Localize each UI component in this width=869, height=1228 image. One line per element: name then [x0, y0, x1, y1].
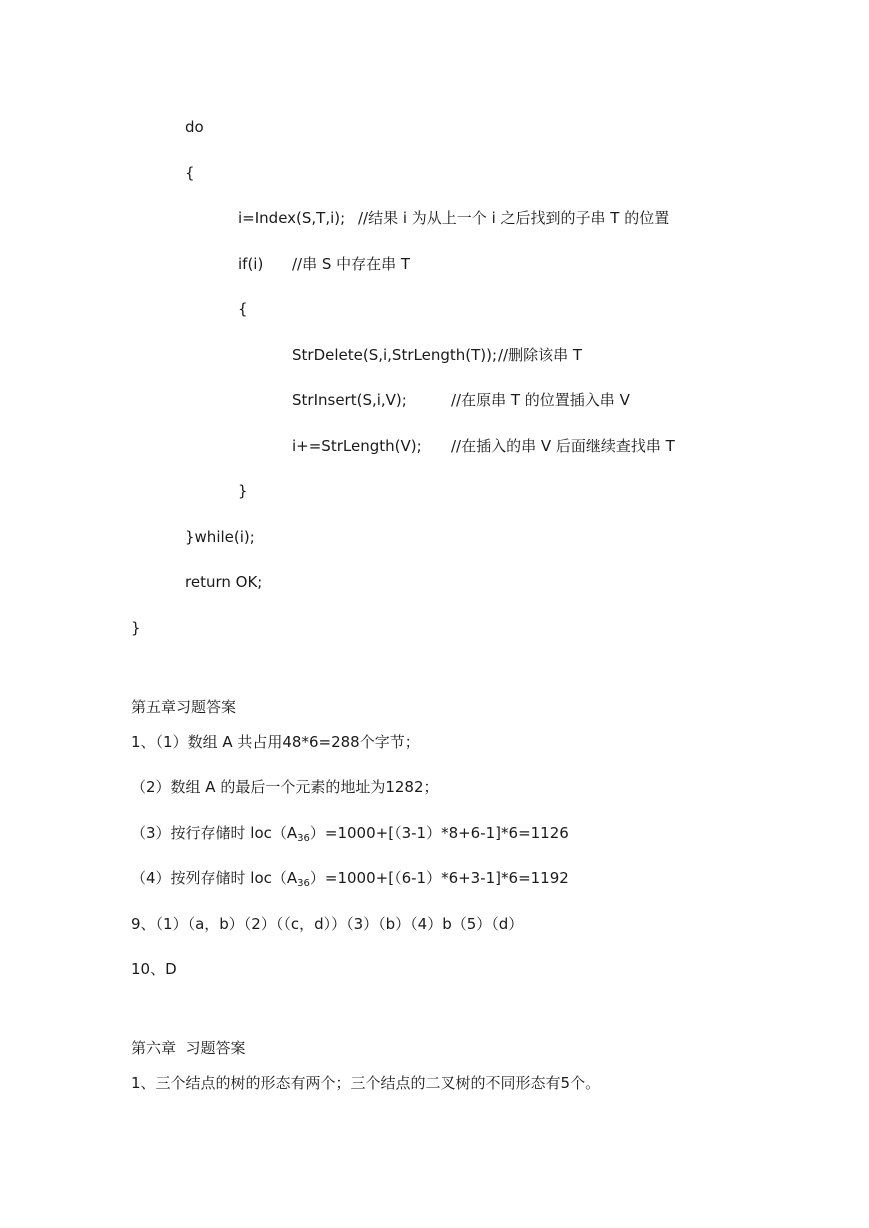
code-if-comment: //串 S 中存在串 T — [292, 255, 411, 273]
chapter5-answer-9: 9、（1）（a，b）（2）（（c，d））（3）（b）（4）b（5）（d） — [131, 915, 524, 933]
code-advance-comment: //在插入的串 V 后面继续查找串 T — [451, 437, 675, 455]
chapter5-answer-1-3 — [131, 823, 569, 849]
code-if-stmt: if(i) — [238, 255, 264, 273]
answer-1-3-prefix: （3）按行存储时 loc（A — [131, 824, 298, 842]
code-brace-close-func: } — [131, 619, 141, 637]
chapter5-answer-1-1: 1、（1）数组 A 共占用48*6=288个字节； — [131, 733, 420, 751]
code-index-comment: //结果 i 为从上一个 i 之后找到的子串 T 的位置 — [358, 209, 670, 227]
chapter5-answer-10: 10、D — [131, 960, 177, 978]
code-brace-close-inner: } — [238, 482, 248, 500]
code-insert-comment: //在原串 T 的位置插入串 V — [451, 391, 630, 409]
chapter6-heading: 第六章 习题答案 — [131, 1039, 246, 1057]
chapter5-answer-1-4 — [131, 868, 569, 894]
code-brace-open-inner: { — [238, 300, 248, 318]
code-return-stmt: return OK; — [185, 573, 263, 591]
code-do: do — [185, 118, 204, 136]
chapter6-answer-1: 1、三个结点的树的形态有两个；三个结点的二叉树的不同形态有5个。 — [131, 1074, 601, 1092]
answer-1-3-suffix: ）=1000+[（3-1）*8+6-1]*6=1126 — [309, 824, 569, 842]
answer-1-3-subscript: 36 — [297, 833, 310, 844]
code-index-stmt: i=Index(S,T,i); — [238, 209, 346, 227]
code-insert-stmt: StrInsert(S,i,V); — [292, 391, 407, 409]
code-brace-open-outer: { — [185, 164, 195, 182]
answer-1-4-suffix: ）=1000+[（6-1）*6+3-1]*6=1192 — [309, 869, 569, 887]
chapter5-heading: 第五章习题答案 — [131, 698, 237, 716]
chapter5-answer-1-2: （2）数组 A 的最后一个元素的地址为1282； — [131, 778, 439, 796]
code-while-stmt: }while(i); — [185, 528, 255, 546]
code-advance-stmt: i+=StrLength(V); — [292, 437, 422, 455]
code-delete-stmt: StrDelete(S,i,StrLength(T)); — [292, 346, 498, 364]
answer-1-4-subscript: 36 — [297, 878, 310, 889]
answer-1-4-prefix: （4）按列存储时 loc（A — [131, 869, 298, 887]
code-delete-comment: //删除该串 T — [498, 346, 583, 364]
